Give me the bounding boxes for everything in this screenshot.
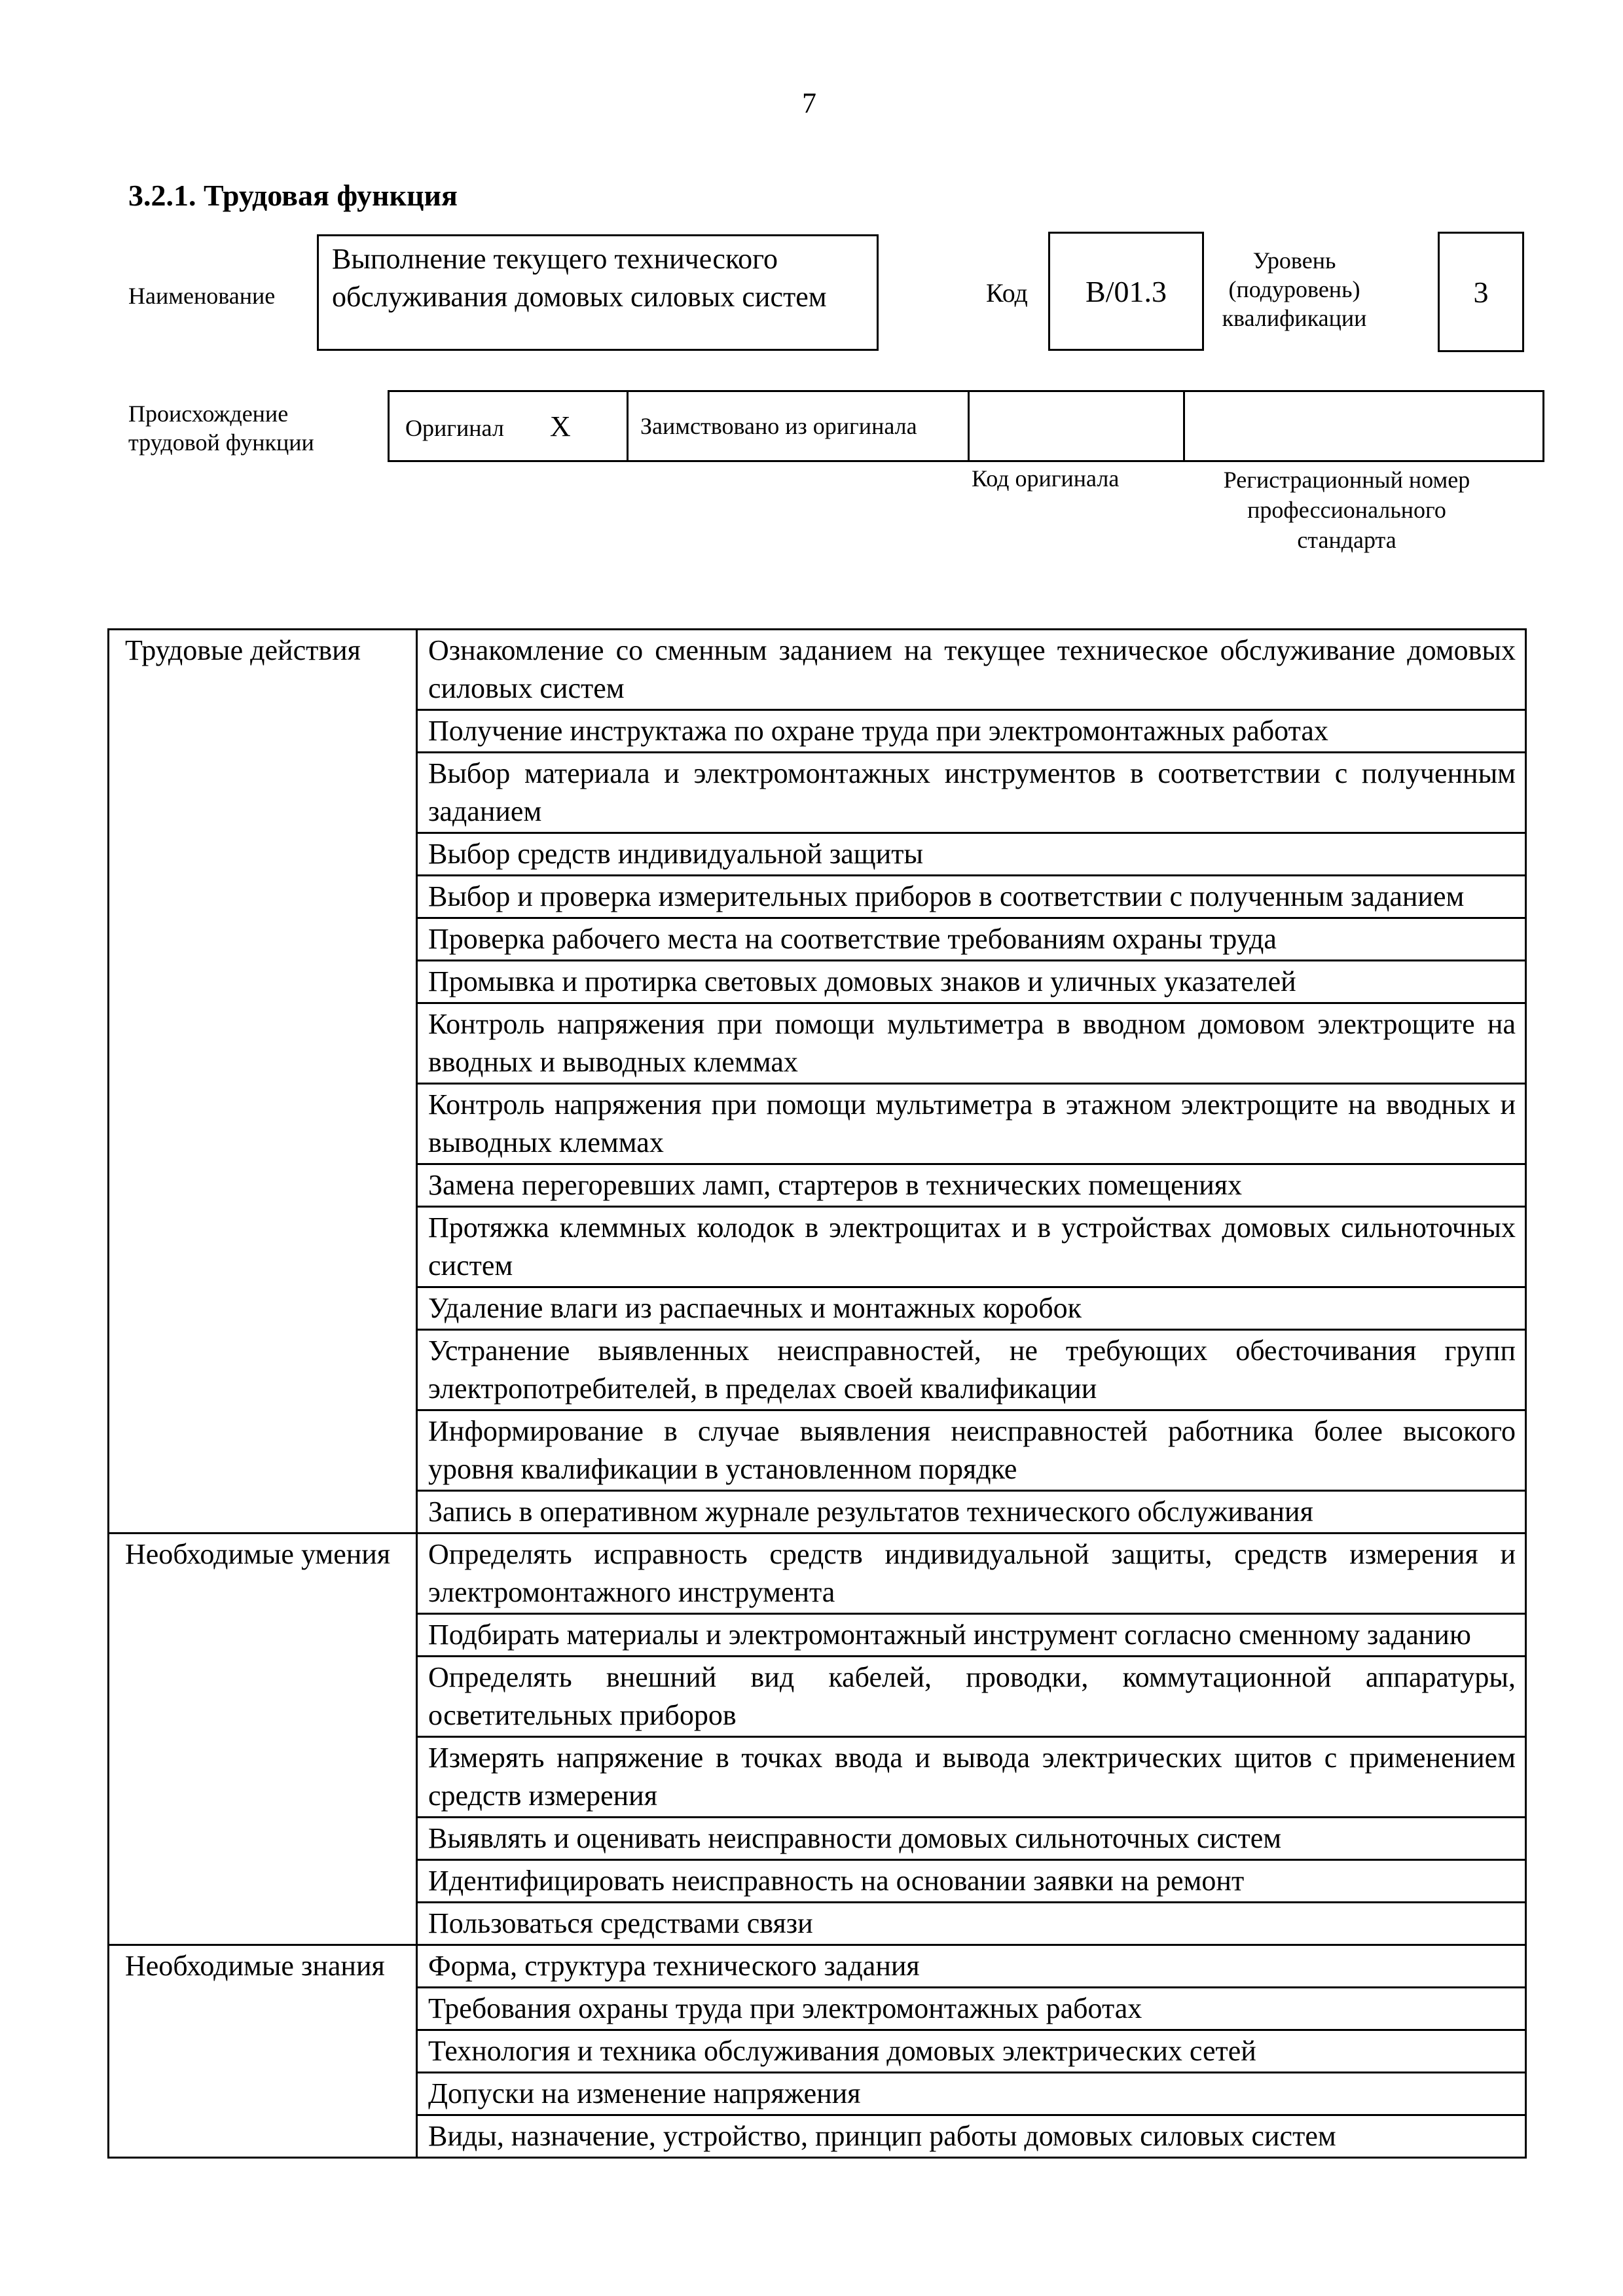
item-cell: Технология и техника обслуживания домовых электрических сетей — [417, 2030, 1526, 2073]
item-cell: Форма, структура технического задания — [417, 1945, 1526, 1988]
table-row — [109, 1945, 1526, 1988]
item-cell: Протяжка клеммных колодок в электрощитах и в устройствах домовых сильноточных систем — [417, 1207, 1526, 1287]
item-cell: Допуски на изменение напряжения — [417, 2073, 1526, 2115]
item-cell: Выбор и проверка измерительных приборов в соответствии с полученным заданием — [417, 876, 1526, 918]
function-name-box: Выполнение текущего технического обслуживания домовых силовых систем — [317, 234, 879, 351]
item-cell: Выбор средств индивидуальной защиты — [417, 833, 1526, 876]
reg-number-cell — [1184, 391, 1544, 461]
item-cell: Промывка и протирка световых домовых знаков и уличных указателей — [417, 961, 1526, 1003]
origin-original-cell — [389, 391, 628, 461]
borrowed-label: Заимствовано из оригинала — [628, 391, 969, 461]
section-title: 3.2.1. Трудовая функция — [128, 179, 458, 212]
item-cell: Пользоваться средствами связи — [417, 1903, 1526, 1945]
item-cell: Замена перегоревших ламп, стартеров в технических помещениях — [417, 1164, 1526, 1207]
item-cell: Выявлять и оценивать неисправности домовых сильноточных систем — [417, 1818, 1526, 1860]
item-cell: Определять исправность средств индивидуальной защиты, средств измерения и электромонтажного инструмента — [417, 1534, 1526, 1614]
code-original-caption: Код оригинала — [972, 465, 1120, 492]
table-row — [109, 1534, 1526, 1614]
item-cell: Подбирать материалы и электромонтажный инструмент согласно сменному заданию — [417, 1614, 1526, 1657]
item-cell: Контроль напряжения при помощи мультиметра в этажном электрощите на вводных и выводных клеммах — [417, 1084, 1526, 1164]
origin-label: Происхождение трудовой функции — [128, 401, 314, 456]
table-row — [109, 630, 1526, 710]
function-details-table — [107, 628, 1527, 2159]
code-box: В/01.3 — [1048, 232, 1204, 351]
level-box: 3 — [1438, 232, 1524, 352]
level-label: Уровень (подуровень) квалификации — [1222, 247, 1367, 331]
item-cell: Контроль напряжения при помощи мультиметра в вводном домовом электрощите на вводных и выводных клеммах — [417, 1003, 1526, 1084]
name-label: Наименование — [128, 283, 276, 309]
item-cell: Устранение выявленных неисправностей, не требующих обесточивания групп электропотребителей, в пределах своей квалификации — [417, 1330, 1526, 1410]
code-original-cell — [969, 391, 1184, 461]
item-cell: Идентифицировать неисправность на основании заявки на ремонт — [417, 1860, 1526, 1903]
category-cell: Необходимые умения — [109, 1534, 417, 1945]
category-cell: Трудовые действия — [109, 630, 417, 1534]
code-label: Код — [986, 278, 1028, 308]
item-cell: Запись в оперативном журнале результатов технического обслуживания — [417, 1491, 1526, 1534]
item-cell: Ознакомление со сменным заданием на текущее техническое обслуживание домовых силовых систем — [417, 630, 1526, 710]
item-cell: Требования охраны труда при электромонтажных работах — [417, 1988, 1526, 2030]
item-cell: Проверка рабочего места на соответствие требованиям охраны труда — [417, 918, 1526, 961]
item-cell: Получение инструктажа по охране труда при электромонтажных работах — [417, 710, 1526, 753]
item-cell: Информирование в случае выявления неисправностей работника более высокого уровня квалификации в установленном порядке — [417, 1410, 1526, 1491]
page-number: 7 — [802, 87, 816, 119]
reg-number-caption: Регистрационный номер профессионального стандарта — [1223, 467, 1470, 553]
item-cell: Определять внешний вид кабелей, проводки, коммутационной аппаратуры, осветительных приборов — [417, 1657, 1526, 1737]
item-cell: Виды, назначение, устройство, принцип работы домовых силовых систем — [417, 2115, 1526, 2158]
original-label: Оригинал — [405, 414, 504, 441]
item-cell: Измерять напряжение в точках ввода и вывода электрических щитов с применением средств измерения — [417, 1737, 1526, 1818]
origin-table — [388, 390, 1544, 462]
item-cell: Выбор материала и электромонтажных инструментов в соответствии с полученным заданием — [417, 753, 1526, 833]
original-mark: X — [549, 410, 571, 442]
category-cell: Необходимые знания — [109, 1945, 417, 2158]
item-cell: Удаление влаги из распаечных и монтажных коробок — [417, 1287, 1526, 1330]
